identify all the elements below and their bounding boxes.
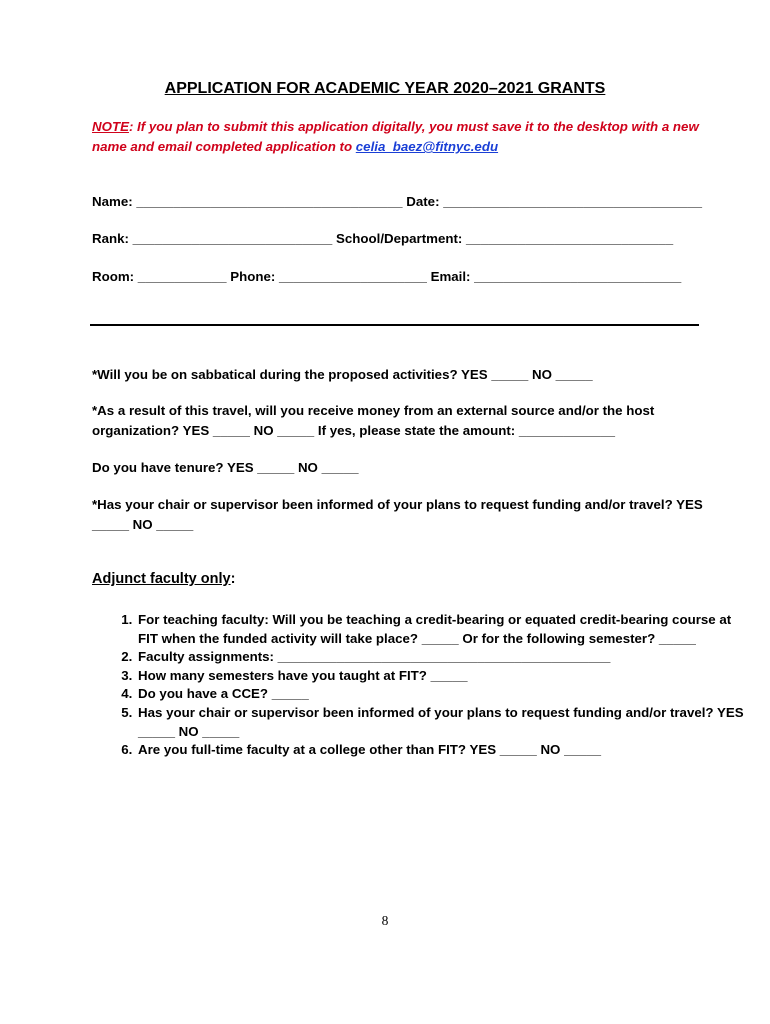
submission-note (92, 117, 712, 157)
list-item: 2. Faculty assignments: _____________________________________________ (136, 648, 746, 667)
page-title: APPLICATION FOR ACADEMIC YEAR 2020–2021 GRANTS (164, 80, 606, 97)
adjunct-heading-colon: : (230, 571, 236, 587)
rank-school-field-line: Rank: ___________________________ School/Department: ____________________________ (92, 231, 674, 246)
chair-informed-question: *Has your chair or supervisor been informed of your plans to request funding and/or travel? YES _____ NO _____ (92, 497, 703, 532)
list-item: 1. For teaching faculty: Will you be teaching a credit-bearing or equated credit-bearing course at FIT when the funded activity will take place? _____ Or for the following semester? _____ (136, 611, 746, 648)
note-text: : If you plan to submit this application digitally, you must save it to the desktop with a new name and email completed application to (92, 119, 699, 154)
section-divider (90, 324, 699, 326)
email-link[interactable]: celia_baez@fitnyc.edu (355, 139, 499, 154)
tenure-question: Do you have tenure? YES _____ NO _____ (92, 460, 359, 475)
sabbatical-question: *Will you be on sabbatical during the proposed activities? YES _____ NO _____ (92, 367, 593, 382)
adjunct-heading (92, 571, 235, 587)
adjunct-question-list (92, 611, 746, 760)
note-label: NOTE (92, 119, 129, 134)
page-number: 8 (381, 913, 389, 928)
adjunct-heading-text: Adjunct faculty only (92, 571, 231, 587)
external-funding-question: *As a result of this travel, will you receive money from an external source and/or the host organization? YES _____ NO _____ If yes, please state the amount: _____________ (92, 403, 655, 438)
list-item: 4. Do you have a CCE? _____ (136, 685, 746, 704)
name-date-field-line: Name: ____________________________________ Date: ___________________________________ (92, 194, 703, 209)
list-item: 5. Has your chair or supervisor been informed of your plans to request funding and/or travel? YES _____ NO _____ (136, 704, 746, 741)
room-phone-email-field-line: Room: ____________ Phone: ____________________ Email: ____________________________ (92, 269, 682, 284)
list-item: 6. Are you full-time faculty at a college other than FIT? YES _____ NO _____ (136, 741, 746, 760)
list-item: 3. How many semesters have you taught at FIT? _____ (136, 667, 746, 686)
